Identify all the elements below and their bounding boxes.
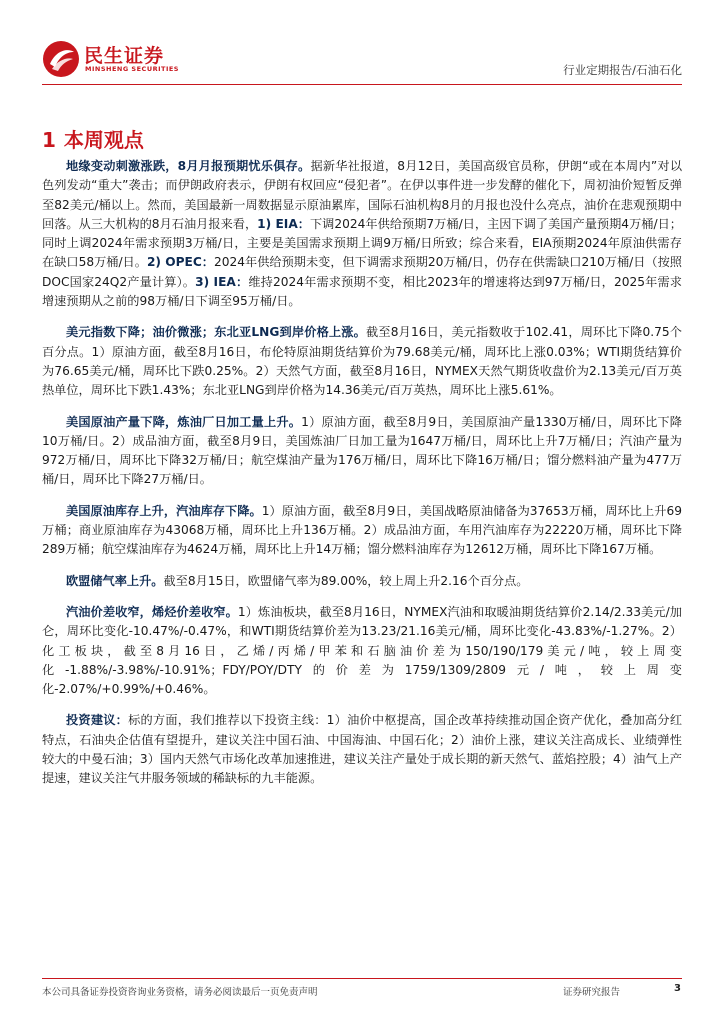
body-paragraph [42, 155, 682, 311]
paragraph-subhead: 3) IEA： [195, 274, 249, 289]
paragraph-lead: 投资建议： [66, 713, 129, 728]
footer-disclaimer: 本公司具备证券投资咨询业务资格，请务必阅读最后一页免责声明 [42, 987, 318, 998]
paragraph-subhead: 1) EIA： [257, 216, 310, 231]
body-paragraph [42, 411, 682, 490]
logo-chinese-name: 民生证券 [84, 45, 165, 67]
logo-english-name: MINSHENG SECURITIES [85, 65, 179, 73]
paragraph-text: 截至8月16日，美元指数收于102.41，周环比下降0.75个百分点。1）原油方面，截至8月16日，布伦特原油期货结算价为79.68美元/桶，周环比上涨0.03%；WTI期货结算价为76.65美元/桶，周环比下跌0.25%。2）天然气方面，截至8月16日，NYMEX天然气期货收盘价为2.13美元/百万英热单位，周环比下跌1.43%；东北亚LNG到岸价格为14.36美元/百万英热，周环比上涨5.61%。 [42, 325, 682, 398]
body-paragraph [42, 500, 682, 560]
paragraph-text: 据新华社报道，8月12日，美国高级官员称，伊朗“或在本周内”对以色列发动“重大”袭击；而伊朗政府表示，伊朗有权回应“侵犯者”。在伊以事件进一步发酵的催化下，周初油价短暂反弹至82美元/桶以上。然而，美国最新一周数据显示原油累库，国际石油机构8月的月报也没什么亮点，油价在悲观预期中回落。从三大机构的8月石油月报来看， [42, 159, 683, 231]
paragraph-text: 维持2024年需求预期不变，相比2023年的增速将达到97万桶/日，2025年需求增速预期从之前的98万桶/日下调至95万桶/日。 [42, 274, 682, 309]
section-title-text: 本周观点 [63, 128, 144, 152]
paragraph-lead: 美元指数下降；油价微涨；东北亚LNG到岸价格上涨。 [66, 325, 366, 340]
body-paragraph [42, 321, 682, 400]
company-logo [42, 40, 182, 78]
paragraph-text: 2024年供给预期未变，但下调需求预期20万桶/日，仍存在供需缺口210万桶/日（按照DOC国家24Q2产量计算）。 [42, 255, 682, 289]
paragraph-text: 1）原油方面，截至8月9日，美国原油产量1330万桶/日，周环比下降10万桶/日。2）成品油方面，截至8月9日，美国炼油厂日加工量为1647万桶/日，周环比上升7万桶/日；汽油产量为972万桶/日，周环比下降32万桶/日；航空煤油产量为176万桶/日，周环比下降16万桶/日；馏分燃料油产量为477万桶/日，周环比下降27万桶/日。 [42, 414, 682, 487]
minsheng-logo-icon [42, 40, 80, 78]
paragraph-lead: 汽油价差收窄，烯烃价差收窄。 [66, 604, 238, 619]
paragraph-lead: 地缘变动刺激涨跌，8月月报预期忧乐俱存。 [66, 159, 311, 173]
paragraph-text: 截至8月15日，欧盟储气率为89.00%，较上周上升2.16个百分点。 [163, 573, 529, 588]
section-heading [42, 124, 144, 153]
paragraph-text: 下调2024年供给预期7万桶/日，主因下调了美国产量预期4万桶/日；同时上调2024年需求预期3万桶/日，主要是美国需求预期上调9万桶/日所致；综合来看，EIA预期2024年原油供需存在缺口58万桶/日。 [42, 216, 682, 270]
paragraph-text: 标的方面，我们推荐以下投资主线：1）油价中枢提高，国企改革持续推动国企资产优化，叠加高分红特点，石油央企估值有望提升，建议关注中国石油、中国海油、中国石化；2）油价上涨，建议关注高成长、业绩弹性较大的中曼石油；3）国内天然气市场化改革加速推进，建议关注产量处于成长期的新天然气、蓝焰控股；4）油气上产提速，建议关注气井服务领域的稀缺标的九丰能源。 [42, 713, 683, 786]
report-category: 行业定期报告/石油石化 [563, 63, 682, 77]
paragraph-subhead: 2) OPEC： [146, 255, 214, 270]
paragraph-lead: 美国原油库存上升，汽油库存下降。 [66, 503, 262, 518]
paragraph-text: 1）炼油板块，截至8月16日，NYMEX汽油和取暖油期货结算价2.14/2.33美元/加仑，周环比变化-10.47%/-0.47%，和WTI期货结算价差为13.23/21.16美元/桶，周环比变化-43.83%/-1.27%。2）化工板块，截至8月16日，乙烯/丙烯/甲苯和石脑油价差为150/190/179美元/吨，较上周变化-1.88%/-3.98%/-10.91%；FDY/POY/DTY的价差为1759/1309/2809元/吨，较上周变化-2.07%/+0.99%/+0.46%。 [42, 604, 682, 697]
footer-divider [42, 978, 682, 979]
body-paragraph [42, 601, 682, 699]
body-paragraph [42, 570, 682, 591]
page-number: 3 [674, 983, 681, 994]
section-number: 1 [42, 128, 56, 152]
page-header [0, 0, 724, 88]
paragraph-text: 1）原油方面，截至8月9日，美国战略原油储备为37653万桶，周环比上升69万桶；商业原油库存为43068万桶，周环比上升136万桶。2）成品油方面，车用汽油库存为22220万桶，周环比下降289万桶；航空煤油库存为4624万桶，周环比上升14万桶；馏分燃料油库存为12612万桶，周环比下降167万桶。 [42, 503, 682, 557]
header-divider [42, 84, 682, 85]
body-paragraph [42, 709, 682, 788]
paragraph-lead: 欧盟储气率上升。 [66, 573, 164, 588]
footer-doc-type: 证券研究报告 [563, 987, 621, 998]
report-body [42, 155, 682, 799]
paragraph-lead: 美国原油产量下降，炼油厂日加工量上升。 [66, 414, 302, 429]
